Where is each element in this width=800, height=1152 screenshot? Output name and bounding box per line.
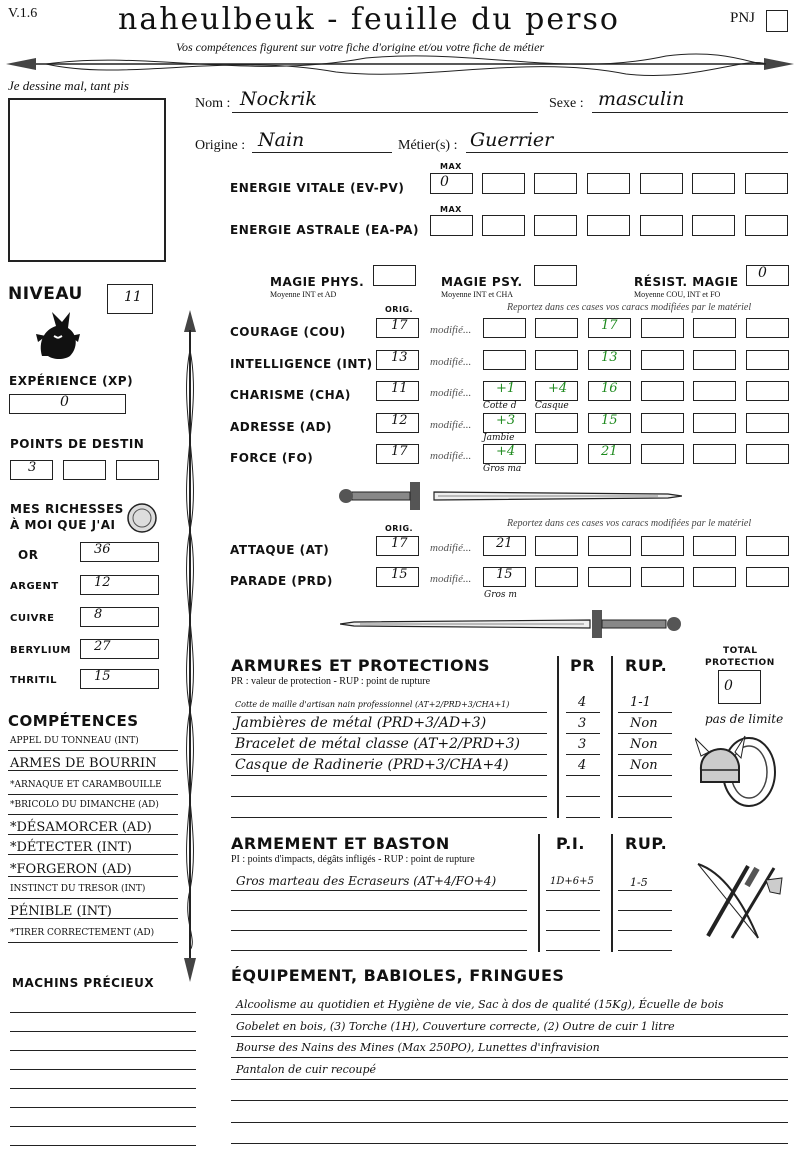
machins-line[interactable] <box>10 1107 196 1108</box>
combat-mod-box[interactable] <box>693 567 736 587</box>
ev-box[interactable] <box>640 173 683 194</box>
armure-pr-line[interactable] <box>566 796 600 797</box>
stat-orig-value: 11 <box>391 381 408 396</box>
stat-orig-value: 17 <box>391 444 408 459</box>
armure-line[interactable] <box>231 754 547 755</box>
machins-line[interactable] <box>10 1088 196 1089</box>
money-value: 8 <box>94 607 103 622</box>
metier-value[interactable]: Guerrier <box>470 129 554 151</box>
magie-phys-box[interactable] <box>373 265 416 286</box>
ea-box[interactable] <box>587 215 630 236</box>
armure-name: Jambières de métal (PRD+3/AD+3) <box>235 715 487 731</box>
armures-subtitle: PR : valeur de protection - RUP : point de rupture <box>231 676 431 687</box>
arme-pi: 1D+6+5 <box>550 876 594 887</box>
money-box[interactable] <box>80 607 159 627</box>
arme-name: Gros marteau des Ecraseurs (AT+4/FO+4) <box>236 874 497 888</box>
modif-label: modifié... <box>430 542 472 554</box>
destin-box[interactable] <box>63 460 106 480</box>
origine-line <box>252 152 392 153</box>
armement-title: ARMEMENT ET BASTON <box>231 834 450 853</box>
stat-mod-value: 16 <box>601 381 618 396</box>
sword-ornament <box>338 478 682 514</box>
stat-mod-note: Jambie <box>483 432 515 443</box>
destin-value: 3 <box>28 460 37 475</box>
stat-mod-box[interactable] <box>641 350 684 370</box>
stat-mod-note: Cotte d <box>483 401 517 411</box>
armure-name: Casque de Radinerie (PRD+3/CHA+4) <box>235 757 509 773</box>
ev-box[interactable] <box>587 173 630 194</box>
ea-box[interactable] <box>534 215 577 236</box>
metier-label: Métier(s) : <box>398 138 458 153</box>
equipement-line[interactable] <box>231 1100 788 1101</box>
combat-mod-box[interactable] <box>746 536 789 556</box>
ev-value: 0 <box>440 174 449 190</box>
combat-mod-box[interactable] <box>641 536 684 556</box>
resist-magie-box[interactable] <box>746 265 789 286</box>
portrait-box[interactable] <box>8 98 166 262</box>
armure-name: Bracelet de métal classe (AT+2/PRD+3) <box>235 736 521 752</box>
armures-divider-1 <box>557 656 559 818</box>
combat-label: ATTAQUE (AT) <box>230 543 330 557</box>
arme-line[interactable] <box>231 950 527 951</box>
helmet-shield-icon <box>695 726 779 812</box>
arme-rup-line[interactable] <box>618 950 672 951</box>
money-label: ARGENT <box>10 581 59 592</box>
modif-label: modifié... <box>430 418 472 431</box>
stat-mod-box[interactable] <box>641 318 684 338</box>
stat-mod-value: +1 <box>496 381 516 396</box>
stat-mod-value: 13 <box>601 349 618 365</box>
arme-pi-line[interactable] <box>546 890 600 891</box>
equipement-item: Bourse des Nains des Mines (Max 250PO), Lunettes d'infravision <box>236 1041 600 1054</box>
stat-mod-box[interactable] <box>746 444 789 464</box>
competence-line <box>8 814 178 815</box>
ea-box[interactable] <box>640 215 683 236</box>
nom-line <box>232 112 538 113</box>
sexe-value[interactable]: masculin <box>598 88 685 110</box>
armement-col-pi: P.I. <box>556 834 585 853</box>
stat-mod-value: +4 <box>548 381 568 396</box>
stat-label: FORCE (FO) <box>230 451 314 465</box>
ev-box[interactable] <box>745 173 788 194</box>
armures-divider-2 <box>611 656 613 818</box>
money-value: 15 <box>94 669 111 684</box>
stat-mod-box[interactable] <box>535 350 578 370</box>
modif-label: modifié... <box>430 324 472 336</box>
sword-ornament-2 <box>340 606 682 642</box>
arme-line[interactable] <box>231 890 527 891</box>
combat-orig-value: 17 <box>391 536 408 551</box>
sexe-line <box>592 112 788 113</box>
equipement-item: Alcoolisme au quotidien et Hygiène de vie, Sac à dos de qualité (15Kg), Écuelle de bois <box>236 998 724 1011</box>
armure-rup: 1-1 <box>630 695 651 710</box>
armure-rup-line[interactable] <box>618 712 672 713</box>
competence-item: *TIRER CORRECTEMENT (AD) <box>10 928 155 938</box>
armement-subtitle: PI : points d'impacts, dégâts infligés - RUP : point de rupture <box>231 854 475 865</box>
armure-rup-line[interactable] <box>618 796 672 797</box>
ea-max-label: MAX <box>440 205 462 214</box>
machins-label: MACHINS PRÉCIEUX <box>12 976 155 990</box>
stat-orig-value: 17 <box>391 318 408 333</box>
richesses-label-1: MES RICHESSES <box>10 502 124 516</box>
xp-value: 0 <box>60 394 69 410</box>
ea-box[interactable] <box>692 215 735 236</box>
materiel-note: Reportez dans ces cases vos caracs modifiées par le matériel <box>507 302 752 313</box>
orig-label: ORIG. <box>385 305 414 314</box>
arme-pi-line[interactable] <box>546 910 600 911</box>
niveau-value: 11 <box>124 289 142 305</box>
competence-line <box>8 750 178 751</box>
magie-psy-note: Moyenne INT et CHA <box>441 290 514 299</box>
resist-magie-value: 0 <box>758 265 767 281</box>
magie-psy-box[interactable] <box>534 265 577 286</box>
armure-rup-line[interactable] <box>618 817 672 818</box>
combat-mod-box[interactable] <box>746 567 789 587</box>
ev-box[interactable] <box>692 173 735 194</box>
stat-mod-box[interactable] <box>483 350 526 370</box>
stat-mod-box[interactable] <box>693 381 736 401</box>
combat-mod-value: 21 <box>496 536 513 551</box>
magie-phys-label: MAGIE PHYS. <box>270 275 365 289</box>
modif-label: modifié... <box>430 450 472 462</box>
arme-line[interactable] <box>231 910 527 911</box>
armure-line[interactable] <box>231 733 547 734</box>
competence-line <box>8 898 178 899</box>
page-title: naheulbeuk - feuille du perso <box>118 2 620 37</box>
equipement-line[interactable] <box>231 1079 788 1080</box>
competence-item: PÉNIBLE (INT) <box>10 904 112 919</box>
armement-divider-1 <box>538 834 540 952</box>
machins-line[interactable] <box>10 1031 196 1032</box>
arme-rup-line[interactable] <box>618 930 672 931</box>
stat-mod-box[interactable] <box>746 318 789 338</box>
competence-item: *DÉTECTER (INT) <box>10 840 132 855</box>
armure-rup-line[interactable] <box>618 775 672 776</box>
stat-mod-value: 17 <box>601 318 618 333</box>
armure-pr-line[interactable] <box>566 754 600 755</box>
money-label: THRITIL <box>10 675 58 686</box>
armure-pr-line[interactable] <box>566 733 600 734</box>
combat-mod-box[interactable] <box>535 536 578 556</box>
stat-mod-box[interactable] <box>693 318 736 338</box>
stat-mod-value: 15 <box>601 412 618 428</box>
origine-value[interactable]: Nain <box>258 129 305 151</box>
stat-orig-value: 13 <box>391 349 408 365</box>
nom-label: Nom : <box>195 96 231 111</box>
ev-max-label: MAX <box>440 162 462 171</box>
equipement-title: ÉQUIPEMENT, BABIOLES, FRINGUES <box>231 966 565 985</box>
dragon-icon <box>34 306 82 362</box>
stat-mod-box[interactable] <box>535 444 578 464</box>
armures-col-pr: PR <box>570 656 596 675</box>
arme-rup-line[interactable] <box>618 890 672 891</box>
arme-pi-line[interactable] <box>546 950 600 951</box>
ea-box[interactable] <box>745 215 788 236</box>
arme-pi-line[interactable] <box>546 930 600 931</box>
equipement-item: Gobelet en bois, (3) Torche (1H), Couverture correcte, (2) Outre de cuir 1 litre <box>236 1019 675 1033</box>
money-box[interactable] <box>80 542 159 562</box>
armure-name: Cotte de maille d'artisan nain professionnel (AT+2/PRD+3/CHA+1) <box>235 700 510 709</box>
armure-rup-line[interactable] <box>618 733 672 734</box>
money-label: CUIVRE <box>10 613 55 624</box>
armure-pr: 3 <box>578 737 587 752</box>
ev-box[interactable] <box>534 173 577 194</box>
equipement-line[interactable] <box>231 1014 788 1015</box>
stat-mod-note: Casque <box>535 401 569 411</box>
armure-line[interactable] <box>231 817 547 818</box>
stat-label: INTELLIGENCE (INT) <box>230 356 373 371</box>
ev-box[interactable] <box>482 173 525 194</box>
equipement-item: Pantalon de cuir recoupé <box>236 1062 377 1076</box>
modif-label: modifié... <box>430 355 472 368</box>
combat-note: Gros m <box>484 590 517 600</box>
stat-mod-box[interactable] <box>746 413 789 433</box>
armure-line[interactable] <box>231 775 547 776</box>
competence-item: *FORGERON (AD) <box>10 862 132 877</box>
total-protection-value: 0 <box>724 678 733 694</box>
destin-box[interactable] <box>116 460 159 480</box>
ea-label: ENERGIE ASTRALE (EA-PA) <box>230 223 419 237</box>
destin-label: POINTS DE DESTIN <box>10 437 145 451</box>
nom-value[interactable]: Nockrik <box>240 88 317 110</box>
limit-note: pas de limite <box>705 712 784 726</box>
combat-mod-box[interactable] <box>535 567 578 587</box>
armure-rup: Non <box>630 758 658 773</box>
armure-rup: Non <box>630 737 658 752</box>
armure-pr: 3 <box>578 716 587 731</box>
stat-mod-box[interactable] <box>641 413 684 433</box>
combat-mod-box[interactable] <box>588 536 631 556</box>
competences-label: COMPÉTENCES <box>8 712 139 730</box>
stat-label: ADRESSE (AD) <box>230 419 333 434</box>
competence-line <box>8 794 178 795</box>
ev-label: ENERGIE VITALE (EV-PV) <box>230 181 405 195</box>
equipement-line[interactable] <box>231 1143 788 1144</box>
orig-label-combat: ORIG. <box>385 524 414 533</box>
stat-mod-box[interactable] <box>535 413 578 433</box>
version-label: V.1.6 <box>8 6 38 21</box>
ea-max-box[interactable] <box>430 215 473 236</box>
equipement-line[interactable] <box>231 1057 788 1058</box>
armement-col-rup: RUP. <box>625 834 668 853</box>
metier-line <box>466 152 788 153</box>
machins-line[interactable] <box>10 1145 196 1146</box>
sexe-label: Sexe : <box>549 96 584 111</box>
stat-mod-box[interactable] <box>693 350 736 370</box>
stat-label: COURAGE (COU) <box>230 325 346 339</box>
magie-psy-label: MAGIE PSY. <box>441 275 523 289</box>
stat-mod-box[interactable] <box>693 444 736 464</box>
combat-orig-value: 15 <box>391 567 408 582</box>
money-label: OR <box>18 548 39 562</box>
modif-label: modifié... <box>430 573 472 585</box>
niveau-label: NIVEAU <box>8 284 83 304</box>
armure-pr: 4 <box>578 758 587 773</box>
materiel-note-combat: Reportez dans ces cases vos caracs modifiées par le matériel <box>507 518 752 529</box>
stat-orig-value: 12 <box>391 412 408 428</box>
competence-item: *DÉSAMORCER (AD) <box>10 820 152 835</box>
magie-phys-note: Moyenne INT et AD <box>270 290 337 299</box>
stat-label: CHARISME (CHA) <box>230 388 351 402</box>
combat-mod-box[interactable] <box>693 536 736 556</box>
resist-magie-note: Moyenne COU, INT et FO <box>634 290 721 299</box>
armement-divider-2 <box>611 834 613 952</box>
stat-mod-value: +4 <box>496 444 516 459</box>
armure-pr: 4 <box>578 695 587 710</box>
combat-mod-value: 15 <box>496 567 513 582</box>
stat-mod-box[interactable] <box>693 413 736 433</box>
arme-rup-line[interactable] <box>618 910 672 911</box>
xp-label: EXPÉRIENCE (XP) <box>9 374 134 388</box>
stat-mod-note: Gros ma <box>483 464 522 474</box>
armures-col-rup: RUP. <box>625 656 668 675</box>
combat-mod-box[interactable] <box>588 567 631 587</box>
armure-pr-line[interactable] <box>566 775 600 776</box>
pnj-checkbox[interactable] <box>766 10 788 32</box>
richesses-label-2: À MOI QUE J'AI <box>10 518 116 532</box>
total-protection-label-2: PROTECTION <box>705 658 775 668</box>
armure-pr-line[interactable] <box>566 817 600 818</box>
armure-pr-line[interactable] <box>566 712 600 713</box>
competence-item: INSTINCT DU TRESOR (INT) <box>10 884 146 894</box>
competence-item: *ARNAQUE ET CARAMBOUILLE <box>10 780 162 790</box>
stat-mod-box[interactable] <box>483 318 526 338</box>
coin-icon <box>126 502 158 534</box>
money-box[interactable] <box>80 639 159 659</box>
portrait-caption: Je dessine mal, tant pis <box>8 78 129 93</box>
modif-label: modifié... <box>430 387 472 399</box>
competence-item: *BRICOLO DU DIMANCHE (AD) <box>10 800 159 810</box>
stat-mod-box[interactable] <box>746 381 789 401</box>
armures-title: ARMURES ET PROTECTIONS <box>231 656 490 675</box>
money-box[interactable] <box>80 575 159 595</box>
page-subtitle: Vos compétences figurent sur votre fiche d'origine et/ou votre fiche de métier <box>176 40 545 54</box>
total-protection-label-1: TOTAL <box>723 646 758 656</box>
weapons-icon <box>688 854 784 944</box>
stat-mod-value: 21 <box>601 444 618 459</box>
money-value: 36 <box>94 542 111 557</box>
resist-magie-label: RÉSIST. MAGIE <box>634 275 739 289</box>
machins-line[interactable] <box>10 1012 196 1013</box>
competence-line <box>8 942 178 943</box>
armure-line[interactable] <box>231 796 547 797</box>
armure-rup-line[interactable] <box>618 754 672 755</box>
money-box[interactable] <box>80 669 159 689</box>
equipement-line[interactable] <box>231 1122 788 1123</box>
machins-line[interactable] <box>10 1126 196 1127</box>
money-label: BERYLIUM <box>10 645 72 656</box>
arme-rup: 1-5 <box>630 876 648 889</box>
vertical-spear-ornament <box>178 310 202 982</box>
stat-mod-value: +3 <box>496 412 516 428</box>
combat-mod-box[interactable] <box>641 567 684 587</box>
machins-line[interactable] <box>10 1050 196 1051</box>
machins-line[interactable] <box>10 1069 196 1070</box>
money-value: 27 <box>94 639 111 654</box>
arme-line[interactable] <box>231 930 527 931</box>
armure-line[interactable] <box>231 712 547 713</box>
stat-mod-box[interactable] <box>535 318 578 338</box>
money-value: 12 <box>94 575 111 590</box>
stat-mod-box[interactable] <box>746 350 789 370</box>
stat-mod-box[interactable] <box>641 381 684 401</box>
ev-max-box[interactable] <box>430 173 473 194</box>
stat-mod-box[interactable] <box>641 444 684 464</box>
origine-label: Origine : <box>195 138 246 153</box>
armure-rup: Non <box>630 716 658 731</box>
competence-item: ARMES DE BOURRIN <box>10 756 157 771</box>
pnj-label: PNJ <box>730 10 756 26</box>
competence-item: APPEL DU TONNEAU (INT) <box>10 736 139 746</box>
ea-box[interactable] <box>482 215 525 236</box>
combat-label: PARADE (PRD) <box>230 574 333 588</box>
equipement-line[interactable] <box>231 1036 788 1037</box>
